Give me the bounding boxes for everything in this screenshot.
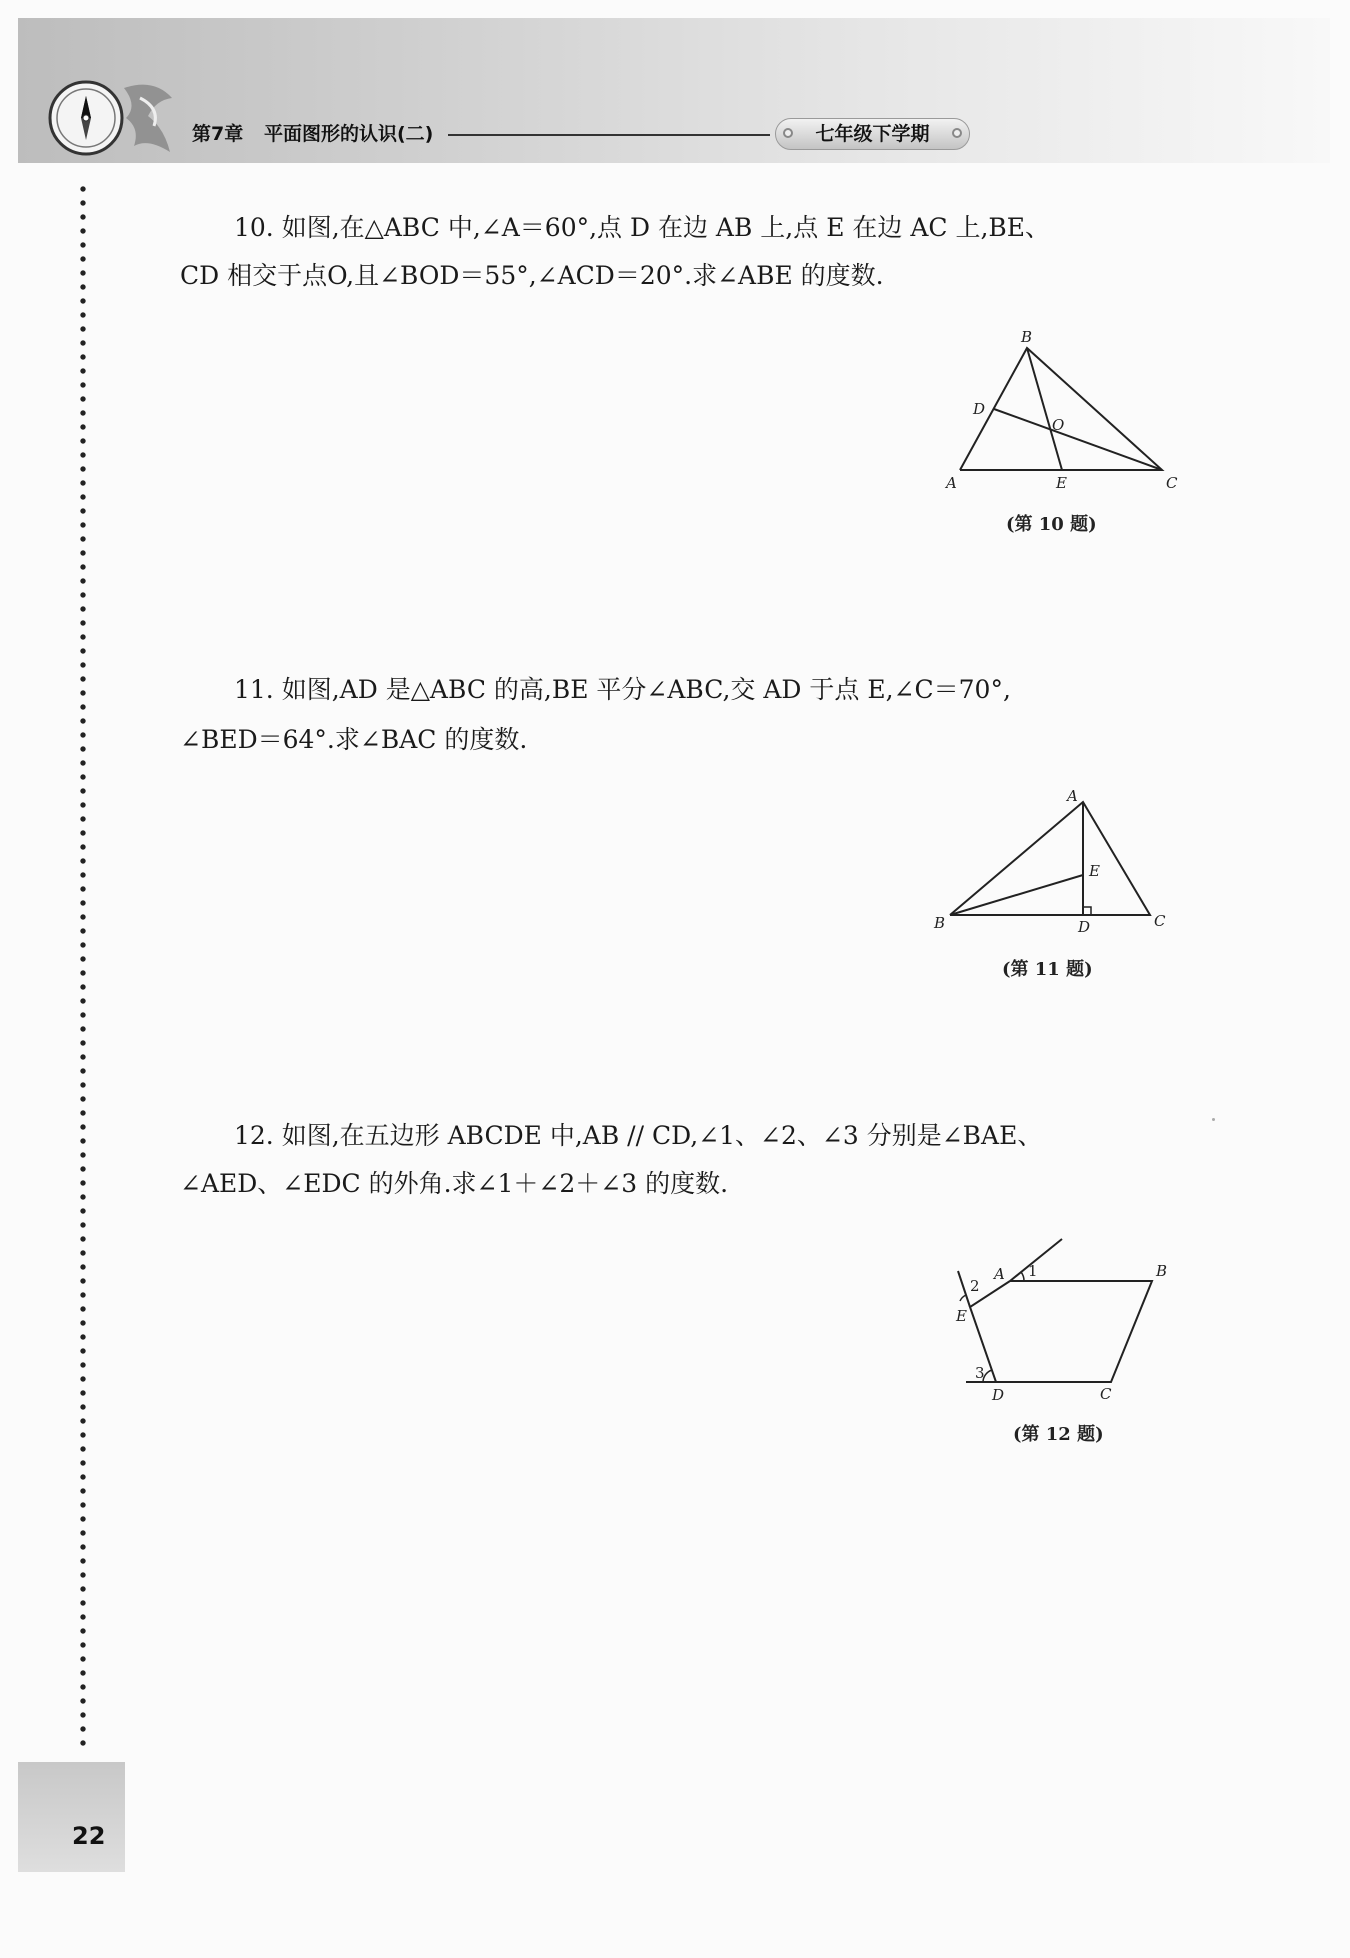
figure-12-pentagon (940, 1225, 1190, 1405)
figure-11-triangle (920, 780, 1190, 950)
fig12-angle-3: 3 (975, 1364, 985, 1382)
pill-dot-right-icon (952, 128, 962, 138)
dotted-margin-line (80, 182, 86, 1754)
figure-11-caption: (第 11 题) (1002, 959, 1093, 980)
pill-dot-left-icon (783, 128, 793, 138)
figure-12-caption: (第 12 题) (1013, 1424, 1104, 1445)
fig12-label-e: E (956, 1307, 967, 1325)
grade-badge (775, 118, 970, 150)
question-12-line-1: 12. 如图,在五边形 ABCDE 中,AB // CD,∠1、∠2、∠3 分别是∠BAE、 (234, 1121, 1043, 1150)
stray-mark (1212, 1118, 1215, 1121)
fig12-label-c: C (1100, 1385, 1112, 1403)
fig11-label-c: C (1154, 912, 1166, 930)
fig12-label-d: D (992, 1386, 1005, 1404)
figure-10-caption: (第 10 题) (1006, 514, 1097, 535)
question-10-line-1: 10. 如图,在△ABC 中,∠A＝60°,点 D 在边 AB 上,点 E 在边 AC 上,BE、 (234, 213, 1051, 242)
fig10-label-c: C (1166, 474, 1178, 492)
fig10-label-b: B (1021, 328, 1033, 346)
fig12-label-b: B (1156, 1262, 1168, 1280)
fig10-label-a: A (946, 474, 957, 492)
fig11-label-a: A (1067, 787, 1078, 805)
question-11-line-2: ∠BED＝64°.求∠BAC 的度数. (180, 725, 528, 754)
question-12-line-2: ∠AED、∠EDC 的外角.求∠1＋∠2＋∠3 的度数. (180, 1169, 729, 1198)
header-rule (448, 134, 770, 136)
question-10-line-2: CD 相交于点O,且∠BOD＝55°,∠ACD＝20°.求∠ABE 的度数. (180, 261, 884, 290)
page-number-tab (18, 1762, 125, 1872)
grade-label: 七年级下学期 (815, 123, 930, 145)
page-number: 22 (72, 1822, 106, 1850)
chapter-label: 第7章 (192, 123, 244, 145)
fig10-label-o: O (1052, 416, 1065, 434)
figure-10-triangle (930, 320, 1190, 500)
question-11-line-1: 11. 如图,AD 是△ABC 的高,BE 平分∠ABC,交 AD 于点 E,∠C＝70°, (234, 675, 1011, 704)
fig11-label-d: D (1078, 918, 1091, 936)
fig12-angle-1: 1 (1028, 1262, 1038, 1280)
clock-compass-logo-icon (44, 68, 184, 168)
fig12-label-a: A (994, 1265, 1005, 1283)
fig10-label-d: D (973, 400, 986, 418)
chapter-title: 平面图形的认识(二) (264, 123, 434, 145)
fig10-label-e: E (1056, 474, 1067, 492)
fig12-angle-2: 2 (970, 1277, 980, 1295)
fig11-label-b: B (934, 914, 946, 932)
fig11-label-e: E (1089, 862, 1100, 880)
